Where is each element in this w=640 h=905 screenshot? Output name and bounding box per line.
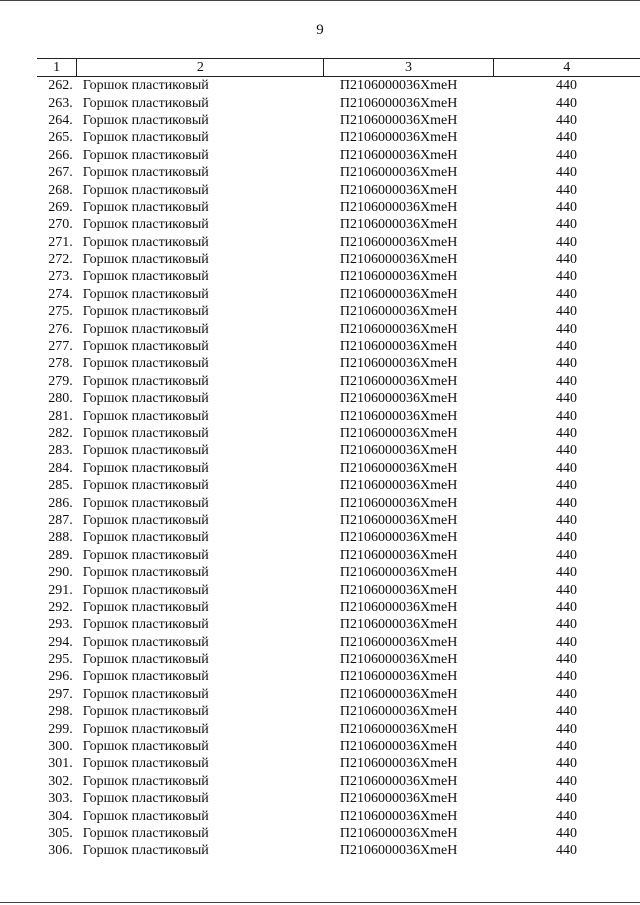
item-name: Горшок пластиковый [82, 426, 209, 441]
table-row [37, 407, 640, 424]
table-row [37, 634, 640, 651]
row-number: 293. [48, 617, 73, 633]
item-name: Горшок пластиковый [82, 286, 209, 302]
row-number: 264. [48, 112, 73, 128]
item-name: Горшок пластиковый [82, 408, 209, 424]
item-name: Горшок пластиковый [82, 704, 209, 720]
item-quantity: 440 [556, 565, 578, 581]
item-code: П2106000036ХmeН [339, 426, 458, 441]
column-header-4: 4 [493, 59, 640, 77]
item-code: П2106000036ХmeН [339, 530, 458, 546]
item-name: Горшок пластиковый [82, 443, 209, 459]
table-row [37, 790, 640, 807]
item-code: П2106000036ХmeН [339, 791, 458, 807]
table-row [37, 738, 640, 755]
table-row [37, 181, 640, 198]
item-quantity: 440 [556, 617, 578, 633]
row-number: 298. [48, 704, 73, 720]
item-code: П2106000036ХmeН [339, 704, 458, 720]
row-number: 305. [48, 825, 73, 841]
item-name: Горшок пластиковый [82, 686, 209, 702]
row-number: 306. [48, 843, 73, 859]
row-number: 286. [48, 495, 73, 511]
item-quantity: 440 [556, 304, 578, 320]
item-quantity: 440 [556, 373, 578, 389]
row-number: 292. [48, 599, 73, 615]
item-quantity: 440 [556, 95, 578, 111]
row-number: 269. [48, 199, 73, 215]
item-quantity: 440 [556, 582, 578, 598]
item-code: П2106000036ХmeН [339, 843, 458, 859]
row-number: 287. [48, 512, 73, 528]
table-row [37, 651, 640, 668]
table-row [37, 703, 640, 720]
item-code: П2106000036ХmeН [339, 234, 458, 250]
table-row [37, 286, 640, 303]
table-row [37, 268, 640, 285]
row-number: 278. [48, 356, 73, 372]
table-row [37, 94, 640, 111]
item-code: П2106000036ХmeН [339, 634, 458, 650]
table-row [37, 477, 640, 494]
table-row [37, 355, 640, 372]
item-name: Горшок пластиковый [82, 217, 209, 233]
item-quantity: 440 [556, 495, 578, 511]
item-quantity: 440 [556, 199, 578, 215]
row-number: 301. [48, 756, 73, 772]
item-code: П2106000036ХmeН [339, 721, 458, 737]
table-row [37, 773, 640, 790]
item-quantity: 440 [556, 808, 578, 824]
row-number: 268. [48, 182, 73, 198]
inventory-table [37, 58, 640, 860]
row-number: 262. [48, 78, 73, 94]
item-code: П2106000036ХmeН [339, 773, 458, 789]
item-name: Горшок пластиковый [82, 773, 209, 789]
table-row [37, 390, 640, 407]
item-name: Горшок пластиковый [82, 165, 209, 181]
item-code: П2106000036ХmeН [339, 443, 458, 459]
table-body [37, 77, 640, 860]
item-name: Горшок пластиковый [82, 599, 209, 615]
item-quantity: 440 [556, 408, 578, 424]
page-bottom-edge [0, 902, 640, 903]
table-row [37, 338, 640, 355]
item-code: П2106000036ХmeН [339, 808, 458, 824]
item-quantity: 440 [556, 669, 578, 685]
item-quantity: 440 [556, 286, 578, 302]
item-code: П2106000036ХmeН [339, 495, 458, 511]
item-code: П2106000036ХmeН [339, 652, 458, 668]
item-quantity: 440 [556, 321, 578, 337]
item-code: П2106000036ХmeН [339, 269, 458, 285]
item-quantity: 440 [556, 825, 578, 841]
row-number: 290. [48, 565, 73, 581]
table-row [37, 320, 640, 337]
item-quantity: 440 [556, 426, 578, 441]
row-number: 295. [48, 652, 73, 668]
item-code: П2106000036ХmeН [339, 356, 458, 372]
item-quantity: 440 [556, 217, 578, 233]
table-row [37, 460, 640, 477]
item-quantity: 440 [556, 843, 578, 859]
item-name: Горшок пластиковый [82, 825, 209, 841]
item-quantity: 440 [556, 391, 578, 407]
row-number: 300. [48, 739, 73, 755]
item-quantity: 440 [556, 269, 578, 285]
item-name: Горшок пластиковый [82, 669, 209, 685]
table-row [37, 234, 640, 251]
row-number: 283. [48, 443, 73, 459]
item-quantity: 440 [556, 234, 578, 250]
item-name: Горшок пластиковый [82, 339, 209, 355]
item-code: П2106000036ХmeН [339, 95, 458, 111]
table-row [37, 164, 640, 181]
table-row [37, 251, 640, 268]
item-name: Горшок пластиковый [82, 582, 209, 598]
row-number: 270. [48, 217, 73, 233]
item-quantity: 440 [556, 356, 578, 372]
row-number: 273. [48, 269, 73, 285]
item-quantity: 440 [556, 182, 578, 198]
page-number: 9 [316, 22, 324, 38]
row-number: 291. [48, 582, 73, 598]
column-header-2: 2 [77, 59, 324, 77]
item-name: Горшок пластиковый [82, 112, 209, 128]
item-code: П2106000036ХmeН [339, 565, 458, 581]
item-quantity: 440 [556, 704, 578, 720]
item-quantity: 440 [556, 460, 578, 476]
row-number: 280. [48, 391, 73, 407]
header-row [37, 59, 640, 77]
item-name: Горшок пластиковый [82, 252, 209, 268]
row-number: 265. [48, 130, 73, 146]
row-number: 281. [48, 408, 73, 424]
item-name: Горшок пластиковый [82, 634, 209, 650]
item-name: Горшок пластиковый [82, 321, 209, 337]
item-quantity: 440 [556, 530, 578, 546]
row-number: 297. [48, 686, 73, 702]
item-name: Горшок пластиковый [82, 791, 209, 807]
item-name: Горшок пластиковый [82, 530, 209, 546]
item-name: Горшок пластиковый [82, 147, 209, 163]
table-row [37, 373, 640, 390]
table-row [37, 564, 640, 581]
item-code: П2106000036ХmeН [339, 217, 458, 233]
item-quantity: 440 [556, 78, 578, 94]
table-row [37, 425, 640, 442]
item-code: П2106000036ХmeН [339, 599, 458, 615]
item-name: Горшок пластиковый [82, 304, 209, 320]
item-quantity: 440 [556, 634, 578, 650]
item-name: Горшок пластиковый [82, 95, 209, 111]
item-code: П2106000036ХmeН [339, 460, 458, 476]
item-quantity: 440 [556, 791, 578, 807]
item-name: Горшок пластиковый [82, 182, 209, 198]
column-header-3: 3 [324, 59, 493, 77]
table-row [37, 825, 640, 842]
item-name: Горшок пластиковый [82, 495, 209, 511]
table-header [37, 59, 640, 77]
table-row [37, 755, 640, 772]
item-code: П2106000036ХmeН [339, 739, 458, 755]
item-quantity: 440 [556, 443, 578, 459]
table-row [37, 512, 640, 529]
row-number: 274. [48, 286, 73, 302]
item-code: П2106000036ХmeН [339, 373, 458, 389]
row-number: 288. [48, 530, 73, 546]
item-code: П2106000036ХmeН [339, 756, 458, 772]
item-code: П2106000036ХmeН [339, 547, 458, 563]
item-name: Горшок пластиковый [82, 478, 209, 494]
item-code: П2106000036ХmeН [339, 478, 458, 494]
item-name: Горшок пластиковый [82, 739, 209, 755]
item-code: П2106000036ХmeН [339, 686, 458, 702]
item-name: Горшок пластиковый [82, 78, 209, 94]
item-name: Горшок пластиковый [82, 512, 209, 528]
item-code: П2106000036ХmeН [339, 182, 458, 198]
row-number: 282. [48, 426, 73, 441]
row-number: 284. [48, 460, 73, 476]
item-quantity: 440 [556, 686, 578, 702]
item-name: Горшок пластиковый [82, 843, 209, 859]
item-name: Горшок пластиковый [82, 652, 209, 668]
item-code: П2106000036ХmeН [339, 339, 458, 355]
row-number: 271. [48, 234, 73, 250]
table-row [37, 668, 640, 685]
table-row [37, 112, 640, 129]
item-quantity: 440 [556, 756, 578, 772]
table-row [37, 842, 640, 859]
item-name: Горшок пластиковый [82, 460, 209, 476]
row-number: 296. [48, 669, 73, 685]
item-name: Горшок пластиковый [82, 756, 209, 772]
item-quantity: 440 [556, 512, 578, 528]
row-number: 302. [48, 773, 73, 789]
table-row [37, 494, 640, 511]
table-row [37, 77, 640, 95]
item-code: П2106000036ХmeН [339, 147, 458, 163]
row-number: 263. [48, 95, 73, 111]
item-name: Горшок пластиковый [82, 547, 209, 563]
item-name: Горшок пластиковый [82, 391, 209, 407]
item-quantity: 440 [556, 112, 578, 128]
item-quantity: 440 [556, 652, 578, 668]
item-quantity: 440 [556, 130, 578, 146]
item-code: П2106000036ХmeН [339, 78, 458, 94]
row-number: 289. [48, 547, 73, 563]
table-row [37, 529, 640, 546]
row-number: 285. [48, 478, 73, 494]
row-number: 275. [48, 304, 73, 320]
item-quantity: 440 [556, 252, 578, 268]
table-row [37, 720, 640, 737]
table-row [37, 616, 640, 633]
item-code: П2106000036ХmeН [339, 617, 458, 633]
table-row [37, 129, 640, 146]
item-code: П2106000036ХmeН [339, 408, 458, 424]
row-number: 294. [48, 634, 73, 650]
item-name: Горшок пластиковый [82, 617, 209, 633]
row-number: 276. [48, 321, 73, 337]
item-quantity: 440 [556, 339, 578, 355]
item-name: Горшок пластиковый [82, 199, 209, 215]
item-code: П2106000036ХmeН [339, 669, 458, 685]
item-quantity: 440 [556, 599, 578, 615]
row-number: 304. [48, 808, 73, 824]
item-code: П2106000036ХmeН [339, 112, 458, 128]
item-name: Горшок пластиковый [82, 130, 209, 146]
row-number: 272. [48, 252, 73, 268]
page-top-edge [0, 0, 640, 1]
item-name: Горшок пластиковый [82, 373, 209, 389]
table-row [37, 303, 640, 320]
table-row [37, 599, 640, 616]
item-code: П2106000036ХmeН [339, 582, 458, 598]
item-name: Горшок пластиковый [82, 721, 209, 737]
table-row [37, 442, 640, 459]
table-row [37, 216, 640, 233]
item-quantity: 440 [556, 147, 578, 163]
row-number: 299. [48, 721, 73, 737]
item-quantity: 440 [556, 165, 578, 181]
item-quantity: 440 [556, 547, 578, 563]
row-number: 279. [48, 373, 73, 389]
item-code: П2106000036ХmeН [339, 252, 458, 268]
column-header-1: 1 [37, 59, 77, 77]
item-code: П2106000036ХmeН [339, 512, 458, 528]
row-number: 303. [48, 791, 73, 807]
row-number: 267. [48, 165, 73, 181]
item-name: Горшок пластиковый [82, 356, 209, 372]
row-number: 277. [48, 339, 73, 355]
row-number: 266. [48, 147, 73, 163]
table-row [37, 686, 640, 703]
table-row [37, 807, 640, 824]
item-name: Горшок пластиковый [82, 234, 209, 250]
item-code: П2106000036ХmeН [339, 286, 458, 302]
item-code: П2106000036ХmeН [339, 825, 458, 841]
table-row [37, 581, 640, 598]
item-code: П2106000036ХmeН [339, 391, 458, 407]
item-name: Горшок пластиковый [82, 808, 209, 824]
item-code: П2106000036ХmeН [339, 304, 458, 320]
item-name: Горшок пластиковый [82, 269, 209, 285]
item-code: П2106000036ХmeН [339, 321, 458, 337]
item-quantity: 440 [556, 773, 578, 789]
table-row [37, 547, 640, 564]
table-row [37, 199, 640, 216]
item-name: Горшок пластиковый [82, 565, 209, 581]
item-code: П2106000036ХmeН [339, 165, 458, 181]
item-code: П2106000036ХmeН [339, 199, 458, 215]
item-code: П2106000036ХmeН [339, 130, 458, 146]
table-row [37, 147, 640, 164]
item-quantity: 440 [556, 739, 578, 755]
item-quantity: 440 [556, 721, 578, 737]
item-quantity: 440 [556, 478, 578, 494]
